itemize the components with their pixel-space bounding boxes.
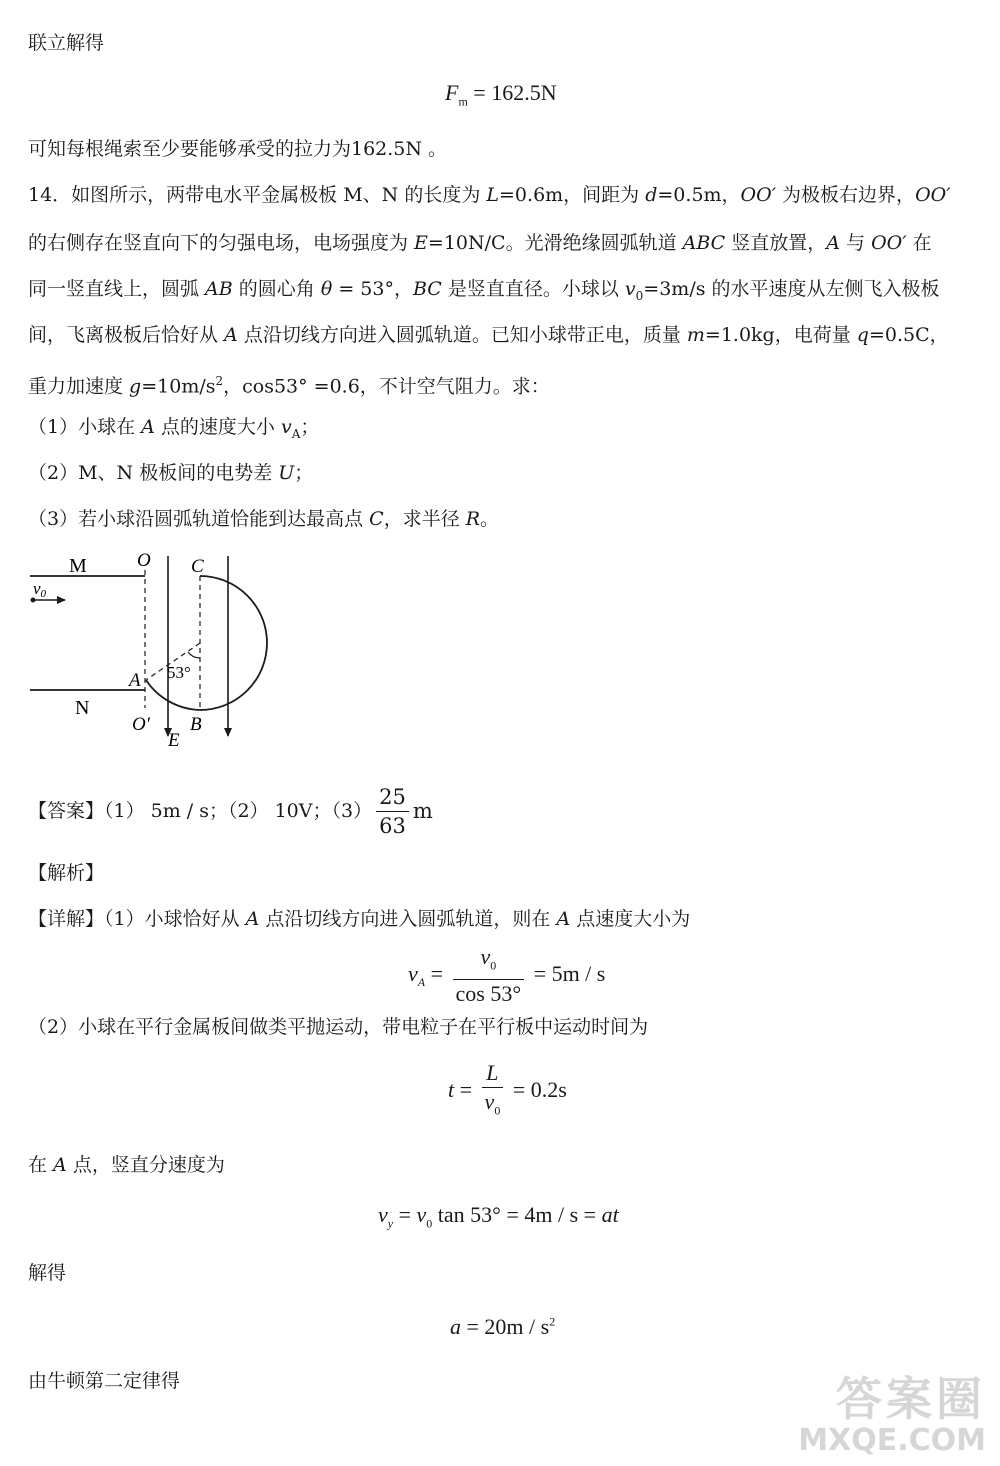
text-line bbox=[28, 134, 447, 164]
text: 点沿切线方向进入圆弧轨道，则在 bbox=[259, 908, 557, 930]
text: 是竖直直径。小球以 bbox=[441, 278, 625, 300]
label-e: E bbox=[168, 730, 180, 751]
eq-subscript: 0 bbox=[426, 1216, 433, 1231]
text: 联立解得 bbox=[28, 32, 105, 54]
text: 点沿切线方向进入圆弧轨道。已知小球带正电，质量 bbox=[237, 324, 687, 346]
symbol: OO′ bbox=[740, 184, 777, 206]
symbol: A bbox=[141, 416, 155, 438]
numerator: L bbox=[482, 1060, 504, 1088]
eq-superscript: 2 bbox=[549, 1314, 556, 1329]
symbol: d bbox=[645, 184, 658, 206]
text: =10N/C。光滑绝缘圆弧轨道 bbox=[427, 232, 683, 254]
text: =0.5m， bbox=[657, 184, 741, 206]
equation-vy bbox=[378, 1202, 619, 1231]
symbol: AB bbox=[205, 278, 233, 300]
text-line bbox=[28, 28, 104, 58]
equation-a bbox=[450, 1314, 555, 1340]
eq-subscript: A bbox=[417, 975, 426, 990]
text: （3）若小球沿圆弧轨道恰能到达最高点 bbox=[28, 508, 370, 530]
eq-subscript: 0 bbox=[494, 1103, 501, 1118]
symbol: BC bbox=[412, 278, 442, 300]
text: 点速度大小为 bbox=[570, 908, 691, 930]
answer-line bbox=[28, 782, 433, 842]
text: 重力加速度 bbox=[28, 375, 130, 398]
text: 点，竖直分速度为 bbox=[66, 1154, 225, 1176]
question-part-1 bbox=[28, 412, 319, 449]
symbol: A bbox=[245, 908, 260, 930]
eq-text: = 5m / s bbox=[528, 960, 606, 986]
question-part-2 bbox=[28, 458, 313, 488]
text: 与 bbox=[839, 232, 872, 254]
symbol: A bbox=[826, 232, 840, 254]
label-angle: 53° bbox=[167, 663, 191, 682]
question-part-3 bbox=[28, 504, 499, 534]
eq-text: tan 53° = 4m / s = bbox=[432, 1202, 602, 1227]
watermark-text: 答案圈 bbox=[836, 1372, 986, 1426]
text-line bbox=[28, 1258, 66, 1288]
eq-symbol: a bbox=[450, 1314, 461, 1339]
text: 点的速度大小 bbox=[154, 416, 281, 438]
arc-track bbox=[200, 576, 267, 710]
eq-text: = 20m / s bbox=[461, 1314, 550, 1339]
symbol: θ bbox=[320, 278, 333, 300]
eq-symbol: at bbox=[601, 1202, 619, 1227]
numerator: 25 bbox=[376, 784, 409, 812]
text: （1）小球在 bbox=[28, 416, 142, 438]
text: （2）M、N 极板间的电势差 bbox=[28, 462, 279, 484]
answer-fraction bbox=[376, 784, 409, 839]
text: ； bbox=[300, 416, 320, 438]
text: ，cos53° =0.6，不计空气阻力。求： bbox=[223, 375, 550, 398]
fraction bbox=[453, 944, 525, 1007]
problem-14-line-3 bbox=[28, 274, 940, 311]
eq-symbol: v bbox=[416, 1202, 427, 1227]
symbol: ABC bbox=[682, 232, 726, 254]
text: 同一竖直线上，圆弧 bbox=[28, 278, 206, 300]
text-line bbox=[28, 1012, 648, 1042]
text: 为极板右边界， bbox=[776, 184, 916, 206]
text-line bbox=[28, 1150, 225, 1180]
angle-mark bbox=[188, 652, 200, 658]
text: =1.0kg，电荷量 bbox=[704, 324, 857, 346]
problem-14-line-5 bbox=[28, 366, 550, 401]
text: =0.6m，间距为 bbox=[499, 184, 646, 206]
equation-fm bbox=[445, 80, 557, 109]
denominator: 63 bbox=[379, 813, 406, 838]
text: =10m/s bbox=[141, 375, 216, 398]
symbol: A bbox=[53, 1154, 67, 1176]
eq-symbol: v bbox=[480, 944, 491, 969]
eq-subscript: 0 bbox=[490, 958, 497, 973]
text: 的右侧存在竖直向下的匀强电场，电场强度为 bbox=[28, 232, 415, 254]
symbol: C bbox=[369, 508, 384, 530]
physics-diagram bbox=[25, 548, 275, 753]
subscript: 0 bbox=[635, 288, 644, 303]
watermark-logo bbox=[798, 1374, 986, 1458]
text: 在 bbox=[28, 1154, 54, 1176]
text: 。 bbox=[480, 508, 500, 530]
eq-symbol: v bbox=[484, 1089, 495, 1114]
subscript: A bbox=[291, 426, 301, 441]
symbol: U bbox=[278, 462, 295, 484]
symbol: OO′ bbox=[915, 184, 951, 206]
symbol: E bbox=[414, 232, 428, 254]
eq-text: = bbox=[393, 1202, 417, 1227]
label-o: O bbox=[137, 550, 151, 571]
superscript: 2 bbox=[215, 374, 224, 388]
eq-symbol: F bbox=[445, 80, 459, 105]
equation-va bbox=[408, 944, 605, 1007]
text: 的圆心角 bbox=[232, 278, 321, 300]
eq-text: = bbox=[454, 1076, 478, 1102]
label-o-prime: O′ bbox=[132, 714, 150, 735]
symbol: A bbox=[224, 324, 238, 346]
eq-text: = 0.2s bbox=[507, 1076, 567, 1102]
text: ； bbox=[294, 462, 314, 484]
numerator bbox=[453, 944, 525, 980]
watermark-url: MXQE.COM bbox=[798, 1423, 986, 1458]
text: 【解析】 bbox=[28, 862, 105, 884]
problem-14-line-1 bbox=[28, 180, 951, 210]
fraction bbox=[482, 1060, 504, 1123]
symbol: OO′ bbox=[871, 232, 907, 254]
label-a: A bbox=[129, 670, 141, 691]
text: 间，飞离极板后恰好从 bbox=[28, 324, 225, 346]
text: 【答案】（1） 5m / s；（2） 10V；（3） bbox=[28, 800, 373, 822]
eq-symbol: v bbox=[408, 960, 418, 986]
text: m bbox=[412, 799, 433, 823]
label-c: C bbox=[191, 556, 204, 577]
text: 在 bbox=[906, 232, 932, 254]
eq-text: = bbox=[425, 960, 449, 986]
jiexi-heading bbox=[28, 858, 104, 888]
text: 可知每根绳索至少要能够承受的拉力为162.5N 。 bbox=[28, 138, 448, 160]
label-v0: v0 bbox=[33, 579, 47, 600]
label-n: N bbox=[75, 697, 90, 719]
label-b: B bbox=[190, 714, 202, 735]
symbol: v bbox=[280, 416, 292, 438]
text: = 53°， bbox=[332, 278, 413, 300]
symbol: A bbox=[556, 908, 571, 930]
denominator bbox=[482, 1088, 504, 1123]
eq-subscript: y bbox=[387, 1216, 394, 1231]
symbol: m bbox=[686, 324, 705, 346]
text: =0.5C， bbox=[868, 324, 949, 346]
text: 【详解】（1）小球恰好从 bbox=[28, 908, 246, 930]
problem-14-line-4 bbox=[28, 320, 949, 350]
equation-t bbox=[448, 1060, 567, 1123]
text-line bbox=[28, 1366, 180, 1396]
symbol: L bbox=[486, 184, 500, 206]
arc-ab bbox=[146, 680, 200, 710]
ball bbox=[31, 598, 36, 603]
label-m: M bbox=[69, 555, 87, 577]
problem-14-line-2 bbox=[28, 228, 932, 258]
denominator: cos 53° bbox=[455, 981, 522, 1007]
eq-symbol: v bbox=[378, 1202, 388, 1227]
eq-symbol: t bbox=[448, 1076, 455, 1102]
eq-subscript: m bbox=[458, 94, 468, 109]
symbol: R bbox=[465, 508, 481, 530]
text: 由牛顿第二定律得 bbox=[28, 1370, 181, 1392]
symbol: v bbox=[624, 278, 636, 300]
text: =3m/s 的水平速度从左侧飞入极板 bbox=[643, 278, 940, 300]
text: 竖直放置， bbox=[725, 232, 827, 254]
detail-line bbox=[28, 904, 690, 934]
eq-text: = 162.5N bbox=[467, 80, 557, 105]
text: 解得 bbox=[28, 1262, 67, 1284]
text: （2）小球在平行金属板间做类平抛运动，带电粒子在平行板中运动时间为 bbox=[28, 1016, 649, 1038]
symbol: q bbox=[856, 324, 869, 346]
text: 14．如图所示，两带电水平金属极板 M、N 的长度为 bbox=[28, 184, 487, 206]
symbol: g bbox=[129, 375, 142, 398]
text: ，求半径 bbox=[383, 508, 466, 530]
